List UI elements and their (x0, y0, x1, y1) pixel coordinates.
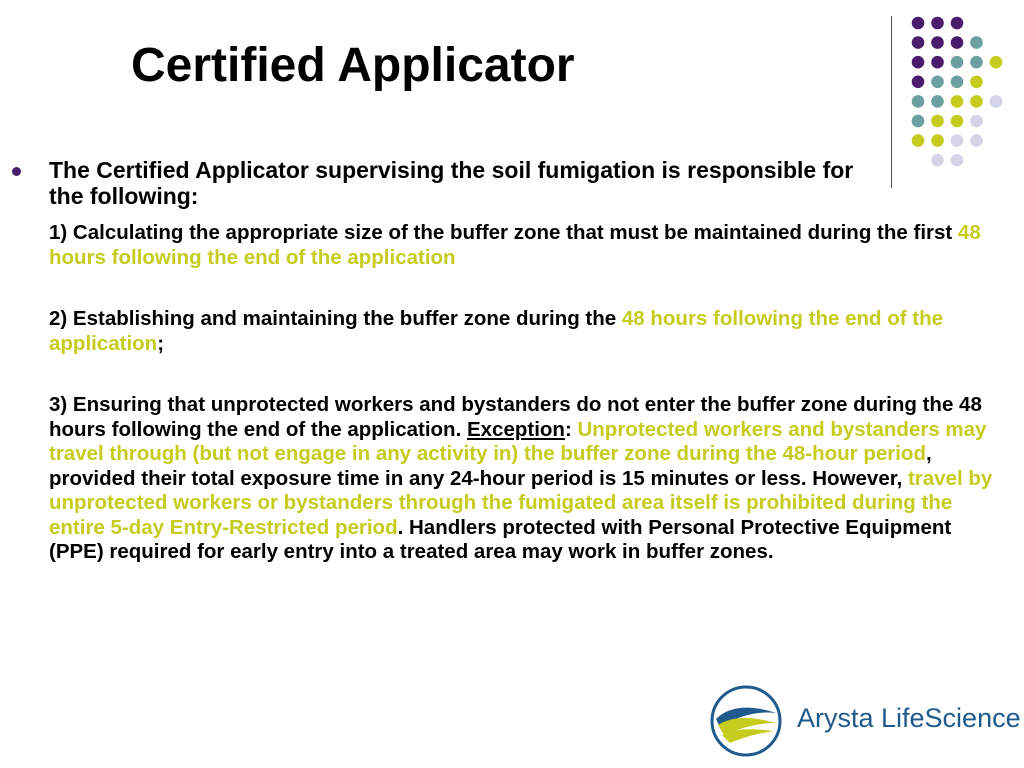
item-1-highlight: 48 hours following the end of the application (49, 221, 981, 269)
decorative-dot (912, 36, 925, 49)
divider-line (891, 16, 892, 188)
decorative-dot (990, 56, 1003, 69)
item-1-text: 1) Calculating the appropriate size of the buffer zone that must be maintained during the first (49, 221, 958, 244)
decorative-dot (931, 17, 944, 30)
item-3-highlight-1: Unprotected workers and bystanders may travel through (but not engage in any activity in) the buffer zone during the 48-hour period (49, 417, 987, 465)
decorative-dot (970, 134, 983, 147)
item-2-highlight: 48 hours following the end of the application (49, 307, 944, 355)
decorative-dot (970, 36, 983, 49)
list-item-1 (49, 221, 994, 270)
bullet-dot (12, 167, 21, 176)
decorative-dot (990, 95, 1003, 108)
decorative-dot (951, 17, 964, 30)
decorative-dot (951, 154, 964, 167)
decorative-dot (912, 134, 925, 147)
item-2-text: 2) Establishing and maintaining the buffer zone during the (49, 307, 622, 330)
decorative-dot (951, 36, 964, 49)
item-3-highlight-2: travel by unprotected workers or bystanders through the fumigated area itself is prohibited during the entire 5-day Entry-Restricted period (49, 466, 993, 539)
decorative-dot (912, 56, 925, 69)
decorative-dot (970, 115, 983, 128)
decorative-dot (912, 95, 925, 108)
exception-colon: : (564, 417, 578, 441)
item-3-text-3: . Handlers protected with Personal Protective Equipment (PPE) required for early entry into a treated area may work in buffer zones. (49, 515, 952, 563)
decorative-dot (951, 115, 964, 128)
list-item-3 (49, 393, 994, 565)
item-3-text-2: , provided their total exposure time in any 24-hour period is 15 minutes or less. However, (49, 442, 932, 490)
decorative-dot (931, 36, 944, 49)
decorative-dot (951, 56, 964, 69)
decorative-dot (931, 76, 944, 89)
decorative-dot (912, 115, 925, 128)
logo-text: Arysta LifeScience (797, 703, 1021, 733)
item-3-text: 3) Ensuring that unprotected workers and bystanders do not enter the buffer zone during the 48 hours following the end of the application. (49, 393, 982, 441)
item-2-end: ; (157, 331, 165, 355)
decorative-dot (912, 76, 925, 89)
decorative-dot (951, 134, 964, 147)
decorative-dot (931, 56, 944, 69)
decorative-dot (931, 154, 944, 167)
decorative-dot (970, 56, 983, 69)
exception-label: Exception (466, 417, 565, 441)
decorative-dot (931, 95, 944, 108)
page-title: Certified Applicator (131, 39, 575, 92)
decorative-dot (951, 76, 964, 89)
list-item-2 (49, 307, 994, 356)
decorative-dot (931, 134, 944, 147)
decorative-dot (912, 17, 925, 30)
lead-bullet-text: The Certified Applicator supervising the soil fumigation is responsible for the following: (49, 157, 854, 209)
decorative-dot (951, 95, 964, 108)
decorative-dot (970, 76, 983, 89)
decorative-dot (931, 115, 944, 128)
decorative-dot (970, 95, 983, 108)
